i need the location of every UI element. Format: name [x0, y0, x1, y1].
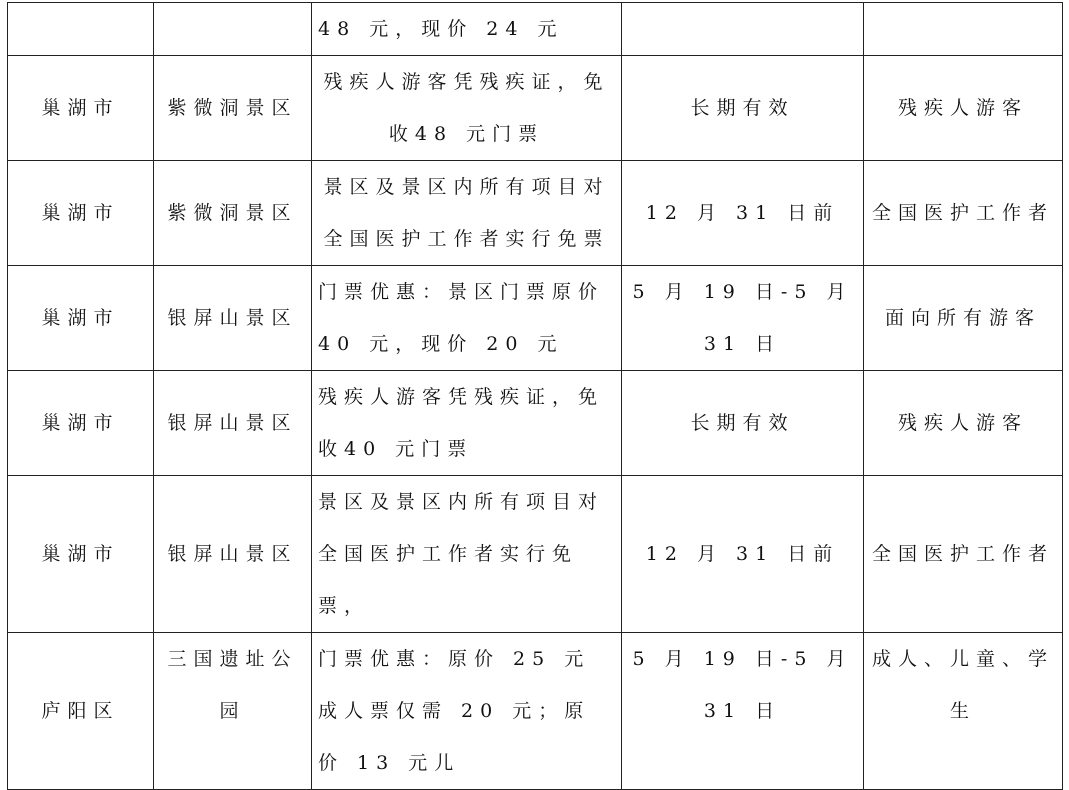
city-cell: 巢湖市: [8, 266, 154, 371]
discount-table: [7, 2, 1063, 790]
scenic-area-cell: [154, 3, 312, 56]
period-cell: 5 月 19 日-5 月 31 日: [622, 266, 864, 371]
table-row: [8, 266, 1063, 371]
target-cell: [864, 3, 1063, 56]
policy-cell: 门票优惠：景区门票原价40 元，现价 20 元: [312, 266, 622, 371]
city-cell: [8, 3, 154, 56]
policy-cell: 景区及景区内所有项目对全国医护工作者实行免票: [312, 161, 622, 266]
period-cell: 12 月 31 日前: [622, 161, 864, 266]
scenic-area-cell: 紫微洞景区: [154, 56, 312, 161]
target-cell: 残疾人游客: [864, 371, 1063, 476]
scenic-area-cell: 银屏山景区: [154, 266, 312, 371]
target-cell: 残疾人游客: [864, 56, 1063, 161]
table-row: [8, 476, 1063, 633]
policy-cell: 门票优惠：原价 25 元成人票仅需 20 元；原价 13 元儿: [312, 633, 622, 790]
period-cell: 12 月 31 日前: [622, 476, 864, 633]
period-cell: [622, 3, 864, 56]
period-cell: 5 月 19 日-5 月 31 日: [622, 633, 864, 790]
city-cell: 巢湖市: [8, 56, 154, 161]
table-row: [8, 371, 1063, 476]
table-row: [8, 3, 1063, 56]
city-cell: 庐阳区: [8, 633, 154, 790]
table-row: [8, 633, 1063, 790]
city-cell: 巢湖市: [8, 161, 154, 266]
table-row: [8, 161, 1063, 266]
policy-cell: 48 元，现价 24 元: [312, 3, 622, 56]
scenic-area-cell: 银屏山景区: [154, 371, 312, 476]
city-cell: 巢湖市: [8, 476, 154, 633]
period-cell: 长期有效: [622, 56, 864, 161]
period-cell: 长期有效: [622, 371, 864, 476]
city-cell: 巢湖市: [8, 371, 154, 476]
scenic-area-cell: 紫微洞景区: [154, 161, 312, 266]
table-row: [8, 56, 1063, 161]
policy-cell: 残疾人游客凭残疾证，免收40 元门票: [312, 371, 622, 476]
target-cell: 成人、儿童、学生: [864, 633, 1063, 790]
target-cell: 全国医护工作者: [864, 161, 1063, 266]
scenic-area-cell: 三国遗址公园: [154, 633, 312, 790]
policy-cell: 残疾人游客凭残疾证，免收48 元门票: [312, 56, 622, 161]
policy-cell: 景区及景区内所有项目对全国医护工作者实行免票，: [312, 476, 622, 633]
target-cell: 面向所有游客: [864, 266, 1063, 371]
scenic-area-cell: 银屏山景区: [154, 476, 312, 633]
target-cell: 全国医护工作者: [864, 476, 1063, 633]
